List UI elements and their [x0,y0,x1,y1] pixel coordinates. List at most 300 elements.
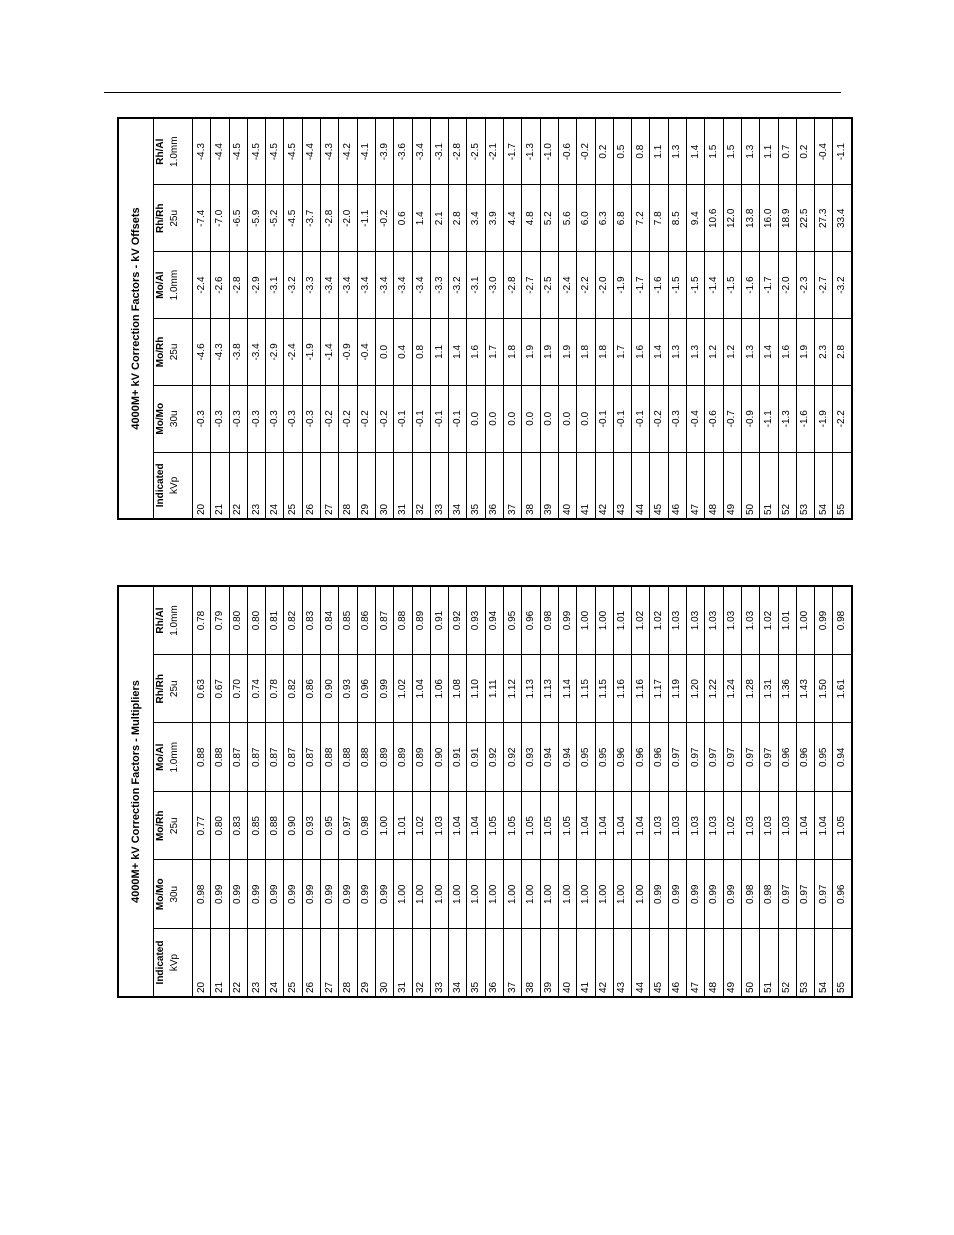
value-cell: 0.0 [467,385,485,452]
table-row [504,586,522,997]
offsets-header-cell: Indicated [154,452,169,519]
table-row [412,586,430,997]
offsets-header-cell: Mo/Rh [154,319,169,386]
table-row [778,118,796,519]
table-row [705,586,723,997]
kvp-cell: 50 [741,452,759,519]
kvp-cell: 21 [211,452,229,519]
table-row [796,586,814,997]
value-cell: -3.4 [394,252,412,319]
value-cell: -1.5 [668,252,686,319]
value-cell: 0.94 [833,723,852,792]
value-cell: 1.00 [375,792,393,861]
value-cell: -4.4 [302,118,320,185]
value-cell: 0.78 [266,655,284,724]
value-cell: 1.03 [705,586,723,655]
value-cell: 1.04 [449,792,467,861]
kvp-cell: 52 [778,452,796,519]
value-cell: -0.6 [705,385,723,452]
value-cell: -2.0 [778,252,796,319]
offsets-subheader-cell: 1.0mm [168,118,182,185]
value-cell: 1.04 [613,792,631,861]
value-cell: -0.3 [211,385,229,452]
value-cell: 1.9 [558,319,576,386]
value-cell: -2.0 [595,252,613,319]
table-row [284,118,302,519]
offsets-subheader-row [168,118,182,519]
value-cell: -2.7 [815,252,833,319]
value-cell: 0.80 [211,792,229,861]
value-cell: -2.8 [229,252,247,319]
value-cell: 3.4 [467,185,485,252]
value-cell: 1.04 [467,792,485,861]
offsets-header-row [154,118,169,519]
value-cell: -3.4 [321,252,339,319]
value-cell: -3.4 [412,118,430,185]
value-cell: -0.1 [449,385,467,452]
value-cell: 0.98 [193,860,211,929]
value-cell: 1.2 [705,319,723,386]
value-cell: 0.95 [321,792,339,861]
kvp-cell: 28 [339,929,357,998]
table-row [522,118,540,519]
value-cell: -2.5 [467,118,485,185]
value-cell: 0.85 [339,586,357,655]
offsets-header-cell: Rh/Al [154,118,169,185]
multipliers-header-cell: Mo/Rh [154,792,169,861]
value-cell: 1.00 [412,860,430,929]
value-cell: 1.16 [613,655,631,724]
value-cell: 0.81 [266,586,284,655]
value-cell: 1.50 [815,655,833,724]
value-cell: -0.4 [357,319,375,386]
value-cell: -4.2 [339,118,357,185]
value-cell: -1.4 [321,319,339,386]
value-cell: 2.1 [430,185,448,252]
table-row [247,118,265,519]
kvp-cell: 36 [485,452,503,519]
value-cell: -0.3 [302,385,320,452]
table-row [211,118,229,519]
value-cell: 1.10 [467,655,485,724]
value-cell: 0.99 [339,860,357,929]
value-cell: 0.99 [302,860,320,929]
value-cell: 0.80 [229,586,247,655]
kvp-cell: 36 [485,929,503,998]
value-cell: -2.7 [522,252,540,319]
value-cell: 1.8 [595,319,613,386]
value-cell: 0.99 [650,860,668,929]
value-cell: 0.4 [394,319,412,386]
value-cell: 1.3 [741,118,759,185]
value-cell: 1.15 [595,655,613,724]
value-cell: 1.04 [595,792,613,861]
multipliers-subheader-cell: 1.0mm [168,723,182,792]
table-row [211,586,229,997]
value-cell: 10.6 [705,185,723,252]
value-cell: -2.4 [558,252,576,319]
value-cell: 1.04 [632,792,650,861]
value-cell: 2.3 [815,319,833,386]
kvp-cell: 32 [412,452,430,519]
value-cell: 0.8 [412,319,430,386]
value-cell: 7.8 [650,185,668,252]
table-row [266,118,284,519]
value-cell: 0.99 [815,586,833,655]
value-cell: 1.6 [778,319,796,386]
value-cell: -2.5 [540,252,558,319]
value-cell: 0.99 [284,860,302,929]
kvp-cell: 31 [394,929,412,998]
kvp-cell: 45 [650,452,668,519]
kvp-cell: 53 [796,929,814,998]
multipliers-header-cell: Mo/Mo [154,860,169,929]
value-cell: 1.03 [687,792,705,861]
kvp-cell: 25 [284,452,302,519]
value-cell: 0.88 [193,723,211,792]
offsets-subheader-cell: 25u [168,185,182,252]
table-row [193,586,211,997]
value-cell: 1.4 [687,118,705,185]
kvp-cell: 49 [723,452,741,519]
value-cell: -1.0 [540,118,558,185]
value-cell: 0.78 [193,586,211,655]
value-cell: 1.9 [540,319,558,386]
value-cell: -5.2 [266,185,284,252]
value-cell: -0.6 [558,118,576,185]
header-rule [104,92,841,93]
value-cell: -3.9 [375,118,393,185]
multipliers-subheader-cell: 25u [168,655,182,724]
value-cell: 0.95 [577,723,595,792]
kvp-cell: 22 [229,452,247,519]
value-cell: 5.2 [540,185,558,252]
value-cell: 1.02 [723,792,741,861]
value-cell: 0.96 [833,860,852,929]
value-cell: -0.1 [632,385,650,452]
kvp-cell: 26 [302,929,320,998]
value-cell: 0.84 [321,586,339,655]
value-cell: 0.87 [302,723,320,792]
value-cell: 1.02 [412,792,430,861]
value-cell: 0.96 [522,586,540,655]
offsets-table-body [193,118,853,519]
value-cell: -0.1 [595,385,613,452]
value-cell: -0.7 [723,385,741,452]
value-cell: 1.00 [449,860,467,929]
value-cell: -0.2 [650,385,668,452]
table-row [229,118,247,519]
value-cell: -1.9 [302,319,320,386]
value-cell: 1.19 [668,655,686,724]
table-row [467,586,485,997]
table-row [632,586,650,997]
value-cell: -0.2 [339,385,357,452]
value-cell: 1.3 [668,319,686,386]
value-cell: -2.8 [504,252,522,319]
value-cell: 0.95 [504,586,522,655]
multipliers-table-title: 4000M+ kV Correction Factors - Multipliers [118,586,154,997]
value-cell: 0.99 [705,860,723,929]
value-cell: 1.7 [613,319,631,386]
kvp-cell: 32 [412,929,430,998]
table-row [778,586,796,997]
value-cell: 3.9 [485,185,503,252]
value-cell: 0.82 [284,586,302,655]
table-row [321,118,339,519]
value-cell: 18.9 [778,185,796,252]
kvp-cell: 46 [668,452,686,519]
value-cell: 0.93 [302,792,320,861]
kvp-cell: 43 [613,452,631,519]
table-row [595,118,613,519]
table-row [504,118,522,519]
value-cell: 6.0 [577,185,595,252]
offsets-header-cell: Rh/Rh [154,185,169,252]
value-cell: -6.5 [229,185,247,252]
value-cell: 1.00 [394,860,412,929]
value-cell: 1.03 [668,792,686,861]
value-cell: -1.7 [760,252,778,319]
value-cell: 1.8 [577,319,595,386]
value-cell: -2.9 [247,252,265,319]
value-cell: -4.5 [229,118,247,185]
table-row [558,118,576,519]
value-cell: 1.00 [577,860,595,929]
kvp-cell: 28 [339,452,357,519]
kvp-cell: 37 [504,452,522,519]
value-cell: 0.97 [778,860,796,929]
value-cell: 0.99 [687,860,705,929]
value-cell: -1.3 [522,118,540,185]
value-cell: 0.89 [412,723,430,792]
value-cell: 1.8 [504,319,522,386]
value-cell: -3.1 [467,252,485,319]
value-cell: -4.3 [193,118,211,185]
kvp-cell: 47 [687,452,705,519]
table-row [687,118,705,519]
value-cell: 0.92 [504,723,522,792]
table-row [723,118,741,519]
value-cell: 1.9 [796,319,814,386]
value-cell: 0.97 [339,792,357,861]
kvp-cell: 23 [247,452,265,519]
value-cell: 1.04 [815,792,833,861]
kvp-cell: 29 [357,452,375,519]
kvp-cell: 33 [430,452,448,519]
value-cell: 1.03 [723,586,741,655]
table-row [394,118,412,519]
value-cell: -1.5 [687,252,705,319]
value-cell: 0.98 [357,792,375,861]
value-cell: 1.31 [760,655,778,724]
kvp-cell: 39 [540,929,558,998]
value-cell: 0.87 [247,723,265,792]
value-cell: -1.9 [613,252,631,319]
kvp-cell: 30 [375,929,393,998]
value-cell: 1.00 [485,860,503,929]
multipliers-subheader-cell: kVp [168,929,182,998]
kvp-cell: 40 [558,452,576,519]
multipliers-spacer-row [182,586,193,997]
value-cell: 0.99 [375,860,393,929]
value-cell: 33.4 [833,185,852,252]
value-cell: 0.74 [247,655,265,724]
value-cell: 12.0 [723,185,741,252]
offsets-table-wrap [117,117,853,520]
value-cell: 0.88 [266,792,284,861]
multipliers-subheader-cell: 1.0mm [168,586,182,655]
kvp-cell: 55 [833,452,852,519]
value-cell: -3.2 [449,252,467,319]
value-cell: 1.01 [778,586,796,655]
offsets-table-title: 4000M+ kV Correction Factors - kV Offsets [118,118,154,519]
value-cell: -3.1 [430,118,448,185]
value-cell: -1.6 [741,252,759,319]
value-cell: 1.00 [522,860,540,929]
kvp-cell: 38 [522,929,540,998]
kvp-cell: 27 [321,452,339,519]
value-cell: -0.1 [430,385,448,452]
kvp-cell: 42 [595,929,613,998]
value-cell: 1.13 [540,655,558,724]
value-cell: -4.5 [266,118,284,185]
value-cell: 0.93 [467,586,485,655]
value-cell: -2.6 [211,252,229,319]
value-cell: 2.8 [833,319,852,386]
value-cell: 0.63 [193,655,211,724]
kvp-cell: 26 [302,452,320,519]
table-row [412,118,430,519]
table-row [668,586,686,997]
kvp-cell: 33 [430,929,448,998]
value-cell: 1.00 [796,586,814,655]
value-cell: -0.2 [357,385,375,452]
table-row [760,586,778,997]
value-cell: 1.9 [522,319,540,386]
value-cell: 1.00 [595,586,613,655]
value-cell: 0.99 [357,860,375,929]
value-cell: -1.6 [796,385,814,452]
value-cell: 0.91 [467,723,485,792]
value-cell: -0.9 [339,319,357,386]
value-cell: 1.05 [558,792,576,861]
table-row [485,586,503,997]
kvp-cell: 45 [650,929,668,998]
value-cell: 1.03 [760,792,778,861]
value-cell: 0.83 [229,792,247,861]
kvp-cell: 40 [558,929,576,998]
kvp-cell: 35 [467,452,485,519]
value-cell: -0.4 [815,118,833,185]
value-cell: -2.2 [833,385,852,452]
value-cell: 5.6 [558,185,576,252]
value-cell: 0.0 [504,385,522,452]
kvp-cell: 54 [815,929,833,998]
offsets-subheader-cell: 30u [168,385,182,452]
value-cell: -2.8 [449,118,467,185]
value-cell: -2.2 [577,252,595,319]
kvp-cell: 55 [833,929,852,998]
table-row [613,586,631,997]
value-cell: 1.02 [394,655,412,724]
value-cell: -2.4 [193,252,211,319]
value-cell: 1.00 [540,860,558,929]
value-cell: 9.4 [687,185,705,252]
value-cell: -4.6 [193,319,211,386]
multipliers-table-body [193,586,853,997]
value-cell: -4.5 [284,118,302,185]
value-cell: -0.2 [375,185,393,252]
kvp-cell: 38 [522,452,540,519]
value-cell: -3.4 [375,252,393,319]
table-row [302,586,320,997]
value-cell: 0.88 [357,723,375,792]
value-cell: 0.97 [687,723,705,792]
value-cell: 0.98 [540,586,558,655]
table-row [577,118,595,519]
value-cell: 27.3 [815,185,833,252]
value-cell: 1.11 [485,655,503,724]
value-cell: 0.96 [613,723,631,792]
value-cell: 0.90 [430,723,448,792]
value-cell: -0.3 [247,385,265,452]
value-cell: -4.4 [211,118,229,185]
value-cell: 1.02 [760,586,778,655]
kvp-cell: 20 [193,452,211,519]
table-row [449,586,467,997]
table-row [430,118,448,519]
value-cell: 1.20 [687,655,705,724]
value-cell: 0.96 [632,723,650,792]
value-cell: -0.3 [266,385,284,452]
kvp-cell: 35 [467,929,485,998]
table-row [687,586,705,997]
value-cell: -1.7 [632,252,650,319]
value-cell: -0.2 [321,385,339,452]
value-cell: 1.04 [412,655,430,724]
multipliers-table [117,585,853,998]
value-cell: 0.98 [833,586,852,655]
value-cell: -0.3 [668,385,686,452]
value-cell: 1.22 [705,655,723,724]
value-cell: -3.6 [394,118,412,185]
value-cell: 0.94 [558,723,576,792]
table-row [540,586,558,997]
value-cell: 1.04 [577,792,595,861]
value-cell: 1.3 [741,319,759,386]
value-cell: -3.3 [302,252,320,319]
value-cell: 0.92 [449,586,467,655]
table-row [558,586,576,997]
kvp-cell: 48 [705,452,723,519]
kvp-cell: 42 [595,452,613,519]
table-row [796,118,814,519]
value-cell: -0.9 [741,385,759,452]
table-row [375,118,393,519]
kvp-cell: 37 [504,929,522,998]
multipliers-header-cell: Mo/Al [154,723,169,792]
value-cell: 22.5 [796,185,814,252]
value-cell: 1.00 [467,860,485,929]
kvp-cell: 41 [577,452,595,519]
value-cell: 1.03 [668,586,686,655]
table-row [741,586,759,997]
value-cell: 13.8 [741,185,759,252]
value-cell: 1.00 [595,860,613,929]
table-row [357,118,375,519]
value-cell: -2.3 [796,252,814,319]
